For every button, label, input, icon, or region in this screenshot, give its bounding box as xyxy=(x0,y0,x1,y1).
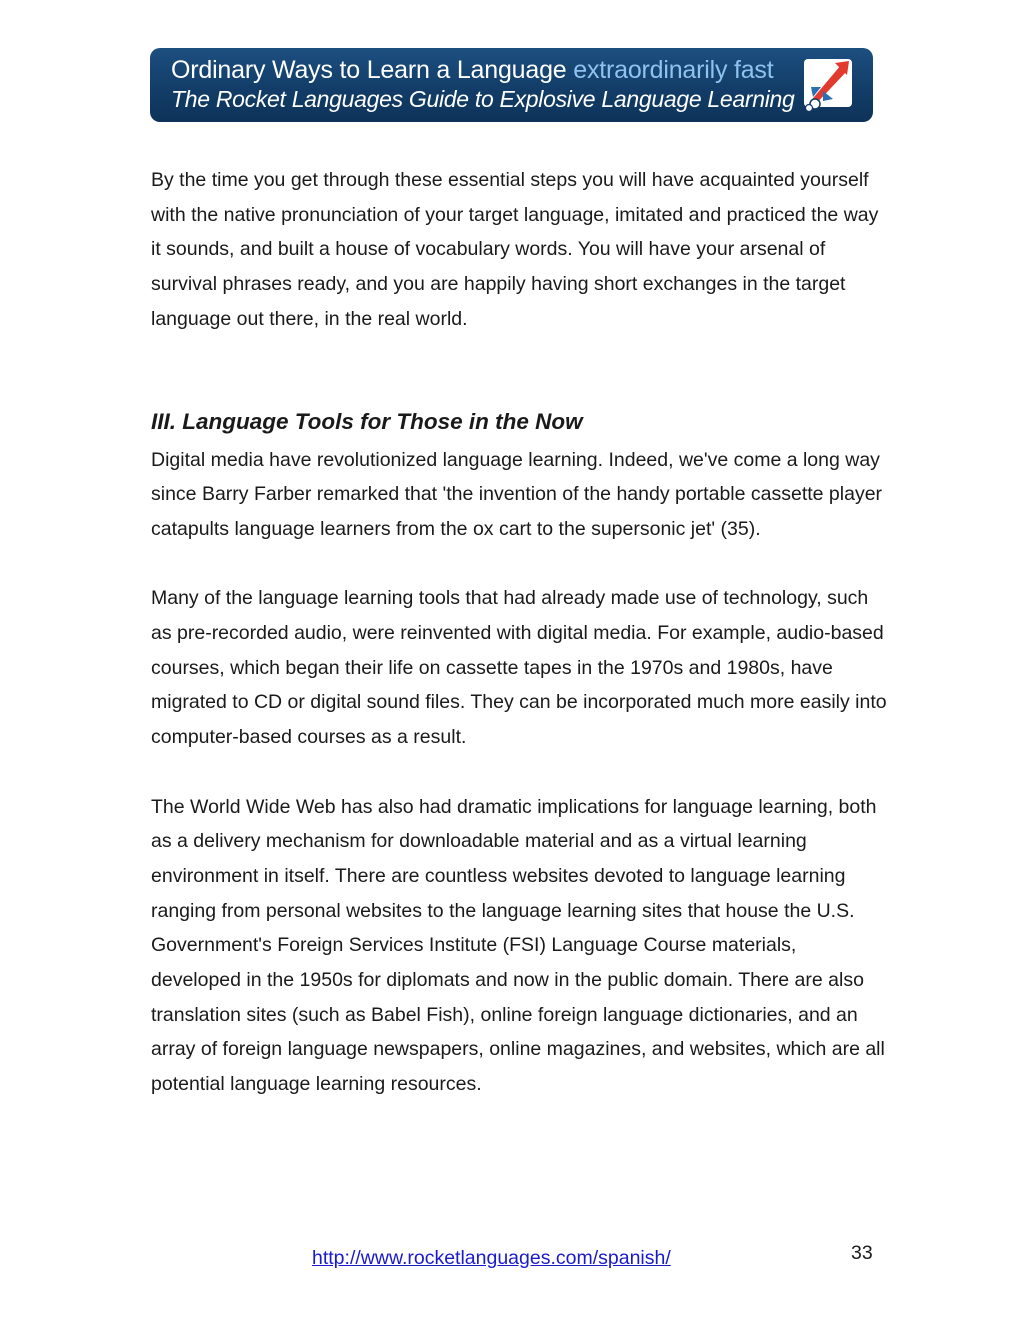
header-banner xyxy=(150,48,873,122)
banner-title-main: Ordinary Ways to Learn a Language xyxy=(171,56,574,84)
banner-title xyxy=(171,56,773,85)
paragraph-world-wide-web: The World Wide Web has also had dramatic implications for language learning, both as a delivery mechanism for downloadable material and as a virtual learning environment in itself. There are countless websites devoted to language learning ranging from personal websites to the language learning sites that house the U.S. Government's Foreign Services Institute (FSI) Language Course materials, developed in the 1950s for diplomats and now in the public domain. There are also translation sites (such as Babel Fish), online foreign language dictionaries, and an array of foreign language newspapers, online magazines, and websites, which are all potential language learning resources. xyxy=(151,795,885,1096)
paragraph-intro: By the time you get through these essential steps you will have acquainted yourself with the native pronunciation of your target language, imitated and practiced the way it sounds, and built a house of vocabulary words. You will have your arsenal of survival phrases ready, and you are happily having short exchanges in the target language out there, in the real world. xyxy=(151,169,879,330)
banner-subtitle: The Rocket Languages Guide to Explosive Language Learning xyxy=(171,86,795,112)
paragraph-learning-tools: Many of the language learning tools that had already made use of technology, such as pre-recorded audio, were reinvented with digital media. For example, audio-based courses, which began their life on cassette tapes in the 1970s and 1980s, have migrated to CD or digital sound files. They can be incorporated much more easily into computer-based courses as a result. xyxy=(151,587,887,749)
banner-title-accent: extraordinarily fast xyxy=(573,56,774,84)
section-heading: III. Language Tools for Those in the Now xyxy=(151,408,583,434)
page-number: 33 xyxy=(851,1242,873,1264)
footer-url-link[interactable]: http://www.rocketlanguages.com/spanish/ xyxy=(312,1247,671,1269)
paragraph-digital-media: Digital media have revolutionized language learning. Indeed, we've come a long way since Barry Farber remarked that 'the invention of the handy portable cassette player catapults language learners from the ox cart to the supersonic jet' (35). xyxy=(151,448,883,540)
page-body xyxy=(151,163,891,1102)
rocket-icon xyxy=(801,57,855,113)
